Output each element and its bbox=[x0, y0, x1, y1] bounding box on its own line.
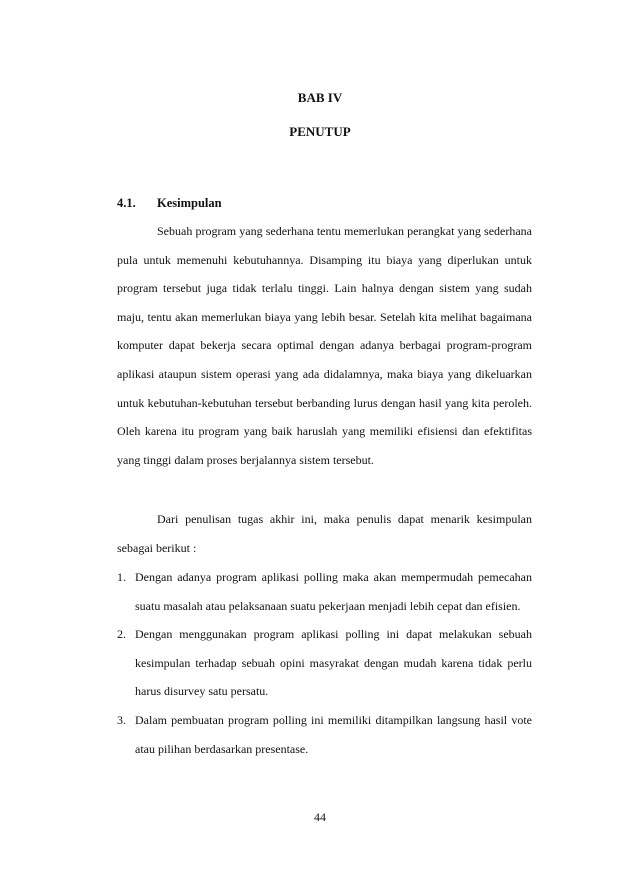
list-item bbox=[117, 620, 532, 706]
list-item-text: Dengan menggunakan program aplikasi polling ini dapat melakukan sebuah kesimpulan terhadap sebuah opini masyrakat dengan mudah karena tidak perlu harus disurvey satu persatu. bbox=[135, 627, 532, 699]
list-marker: 2. bbox=[117, 627, 126, 642]
paragraph-conclusion-lead-text: Dari penulisan tugas akhir ini, maka penulis dapat menarik kesimpulan sebagai berikut : bbox=[117, 512, 532, 555]
chapter-title: BAB IV bbox=[297, 90, 343, 105]
page-number: 44 bbox=[314, 810, 326, 824]
paragraph-conclusion-lead bbox=[117, 505, 532, 562]
paragraph-intro bbox=[117, 217, 532, 474]
list-marker: 1. bbox=[117, 570, 126, 584]
list-marker: 3. bbox=[117, 712, 126, 727]
chapter-subtitle: PENUTUP bbox=[289, 124, 351, 139]
section-number: 4.1. bbox=[117, 196, 136, 210]
conclusion-list bbox=[117, 563, 532, 763]
list-item-text: Dengan adanya program aplikasi polling maka akan mempermudah pemecahan suatu masalah atau pelaksanaan suatu pekerjaan menjadi lebih cepat dan efisien. bbox=[135, 570, 532, 613]
list-item bbox=[117, 563, 532, 620]
list-item bbox=[117, 706, 532, 763]
section-heading bbox=[117, 196, 222, 211]
paragraph-intro-text: Sebuah program yang sederhana tentu memerlukan perangkat yang sederhana pula untuk memenuhi kebutuhannya. Disamping itu biaya yang diperlukan untuk program tersebut juga tidak terlalu tinggi. Lain halnya dengan sistem yang sudah maju, tentu akan memerlukan biaya yang lebih besar. Setelah kita melihat bagaimana komputer dapat bekerja secara optimal dengan adanya berbagai program-program aplikasi ataupun sistem operasi yang ada didalamnya, maka biaya yang dikeluarkan untuk kebutuhan-kebutuhan tersebut berbanding lurus dengan hasil yang kita peroleh. Oleh karena itu program yang baik haruslah yang memiliki efisiensi dan efektifitas yang tinggi dalam proses berjalannya sistem tersebut. bbox=[117, 224, 532, 467]
section-title: Kesimpulan bbox=[157, 196, 222, 210]
list-item-text: Dalam pembuatan program polling ini memiliki ditampilkan langsung hasil vote atau pilihan berdasarkan presentase. bbox=[135, 712, 532, 756]
